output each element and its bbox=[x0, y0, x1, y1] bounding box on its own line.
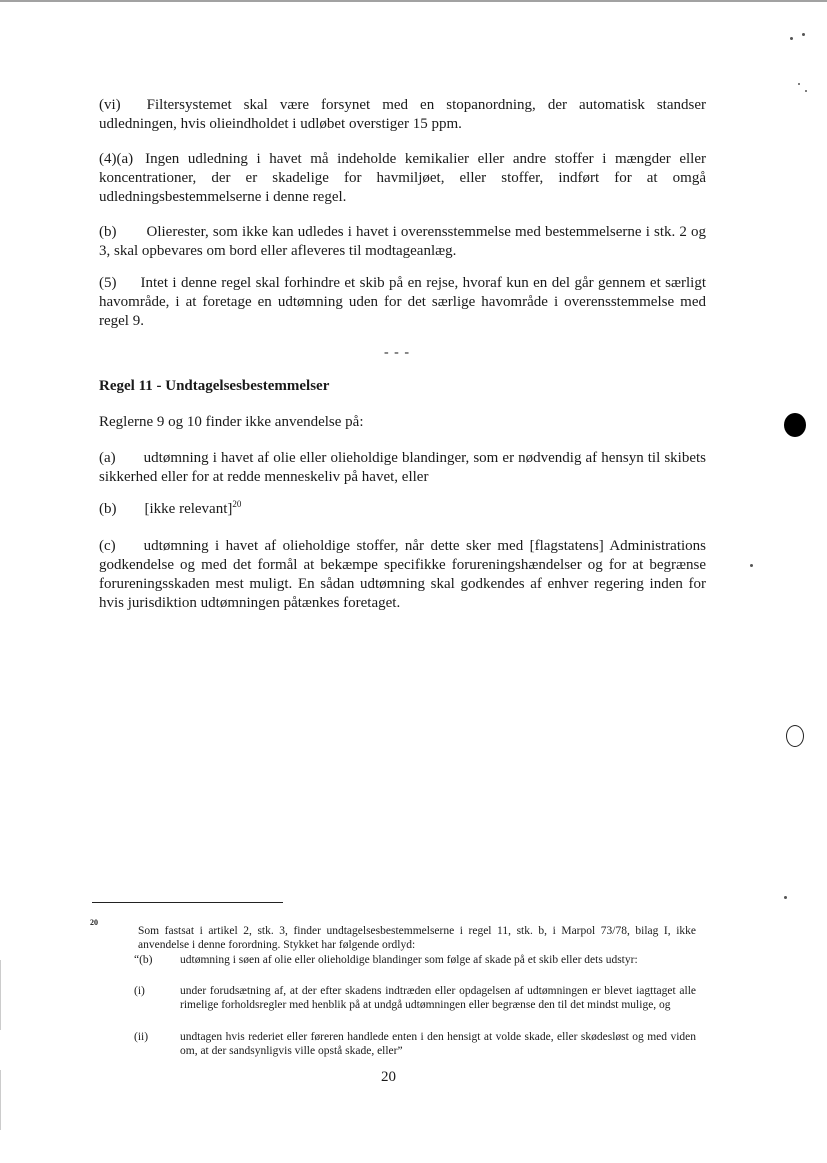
punch-hole-mark bbox=[784, 413, 806, 437]
scan-left-edge-mark bbox=[0, 960, 1, 1030]
paragraph-text: Olierester, som ikke kan udledes i havet i overensstemmelse med bestemmelserne i stk. 2 og 3, skal opbevares om bord eller afleveres til modtageanlæg. bbox=[99, 224, 706, 259]
item-label: (b) bbox=[99, 501, 117, 517]
footnote-item-text: under forudsætning af, at der efter skadens indtræden eller opdagelsen af udtømningen er blevet iagttaget alle rimelige forholdsregler med henblik på at undgå udtømningen eller begrænse den til det mindst mulige, og bbox=[180, 985, 696, 1011]
paragraph-text: Ingen udledning i havet må indeholde kemikalier eller andre stoffer i mængder eller koncentrationer, der er skadelige for havmiljøet, eller stoffer, indført for at omgå udledningsbestemmelserne i denne regel. bbox=[99, 151, 706, 205]
scan-top-edge bbox=[0, 0, 827, 2]
item-c bbox=[99, 537, 706, 613]
footnote-item bbox=[134, 1030, 696, 1058]
punch-hole-ring-mark bbox=[786, 725, 804, 747]
item-a bbox=[99, 449, 706, 487]
footnote-item-label: (ii) bbox=[134, 1031, 149, 1043]
paragraph-text: Intet i denne regel skal forhindre et skib på en rejse, hvoraf kun en del går gennem et særligt havområde, i at foretage en udtømning uden for det særlige havområde i overensstemmelse med regel 9. bbox=[99, 275, 706, 329]
intro-text: Reglerne 9 og 10 finder ikke anvendelse på: bbox=[99, 414, 364, 430]
item-text: [ikke relevant] bbox=[144, 501, 233, 517]
paragraph-label: (vi) bbox=[99, 97, 121, 113]
paragraph-4a bbox=[99, 150, 706, 207]
scan-left-edge-mark bbox=[0, 1070, 1, 1130]
footnote-item-text: udtømning i søen af olie eller olieholdige blandinger som følge af skade på et skib eller dets udstyr: bbox=[180, 954, 638, 966]
item-b bbox=[99, 500, 706, 519]
section-separator: - - - bbox=[384, 345, 410, 360]
item-text: udtømning i havet af olie eller olieholdige blandinger, som er nødvendig af hensyn til skibets sikkerhed eller for at redde menneskeliv på havet, eller bbox=[99, 450, 706, 485]
paragraph-text: Filtersystemet skal være forsynet med en stopanordning, der automatisk standser udledningen, hvis olieindholdet i udløbet overstiger 15 ppm. bbox=[99, 97, 706, 132]
footnote-text: Som fastsat i artikel 2, stk. 3, finder undtagelsesbestemmelserne i regel 11, stk. b, i Marpol 73/78, bilag I, ikke anvendelse i denne forordning. Stykket har følgende ordlyd: bbox=[138, 925, 696, 951]
footnote-item bbox=[134, 984, 696, 1012]
page-number: 20 bbox=[381, 1069, 396, 1085]
paragraph-label: (b) bbox=[99, 224, 117, 240]
footnote-number: 20 bbox=[90, 918, 98, 927]
item-label: (c) bbox=[99, 538, 116, 554]
paragraph-4b bbox=[99, 223, 706, 261]
item-label: (a) bbox=[99, 450, 116, 466]
paragraph-label: (4)(a) bbox=[99, 151, 134, 167]
scan-speck bbox=[784, 896, 787, 899]
scan-speck bbox=[790, 37, 793, 40]
footnote-item bbox=[134, 953, 696, 967]
footnote-item-label: “(b) bbox=[134, 954, 153, 966]
paragraph-5 bbox=[99, 274, 706, 331]
footnote-item-text: undtagen hvis rederiet eller føreren handlede enten i den hensigt at volde skade, eller skødesløst og med viden om, at der sandsynligvis ville opstå skade, eller” bbox=[180, 1031, 696, 1057]
footnote-item-label: (i) bbox=[134, 985, 145, 997]
section-heading: Regel 11 - Undtagelsesbestemmelser bbox=[99, 378, 330, 394]
footnote-reference[interactable]: 20 bbox=[232, 499, 242, 509]
paragraph-vi bbox=[99, 96, 706, 134]
scan-speck bbox=[802, 33, 805, 36]
footnote-rule bbox=[92, 902, 283, 903]
scan-speck bbox=[750, 564, 753, 567]
item-text: udtømning i havet af olieholdige stoffer, når dette sker med [flagstatens] Administrations godkendelse og med det formål at bekæmpe specifikke forureningshændelser og for at begrænse forureningsskaden mest muligt. En sådan udtømning skal godkendes af enhver regering inden for hvis jurisdiktion udtømningen påtænkes foretaget. bbox=[99, 538, 706, 611]
paragraph-label: (5) bbox=[99, 275, 117, 291]
scan-speck bbox=[805, 90, 807, 92]
scan-speck bbox=[798, 83, 800, 85]
